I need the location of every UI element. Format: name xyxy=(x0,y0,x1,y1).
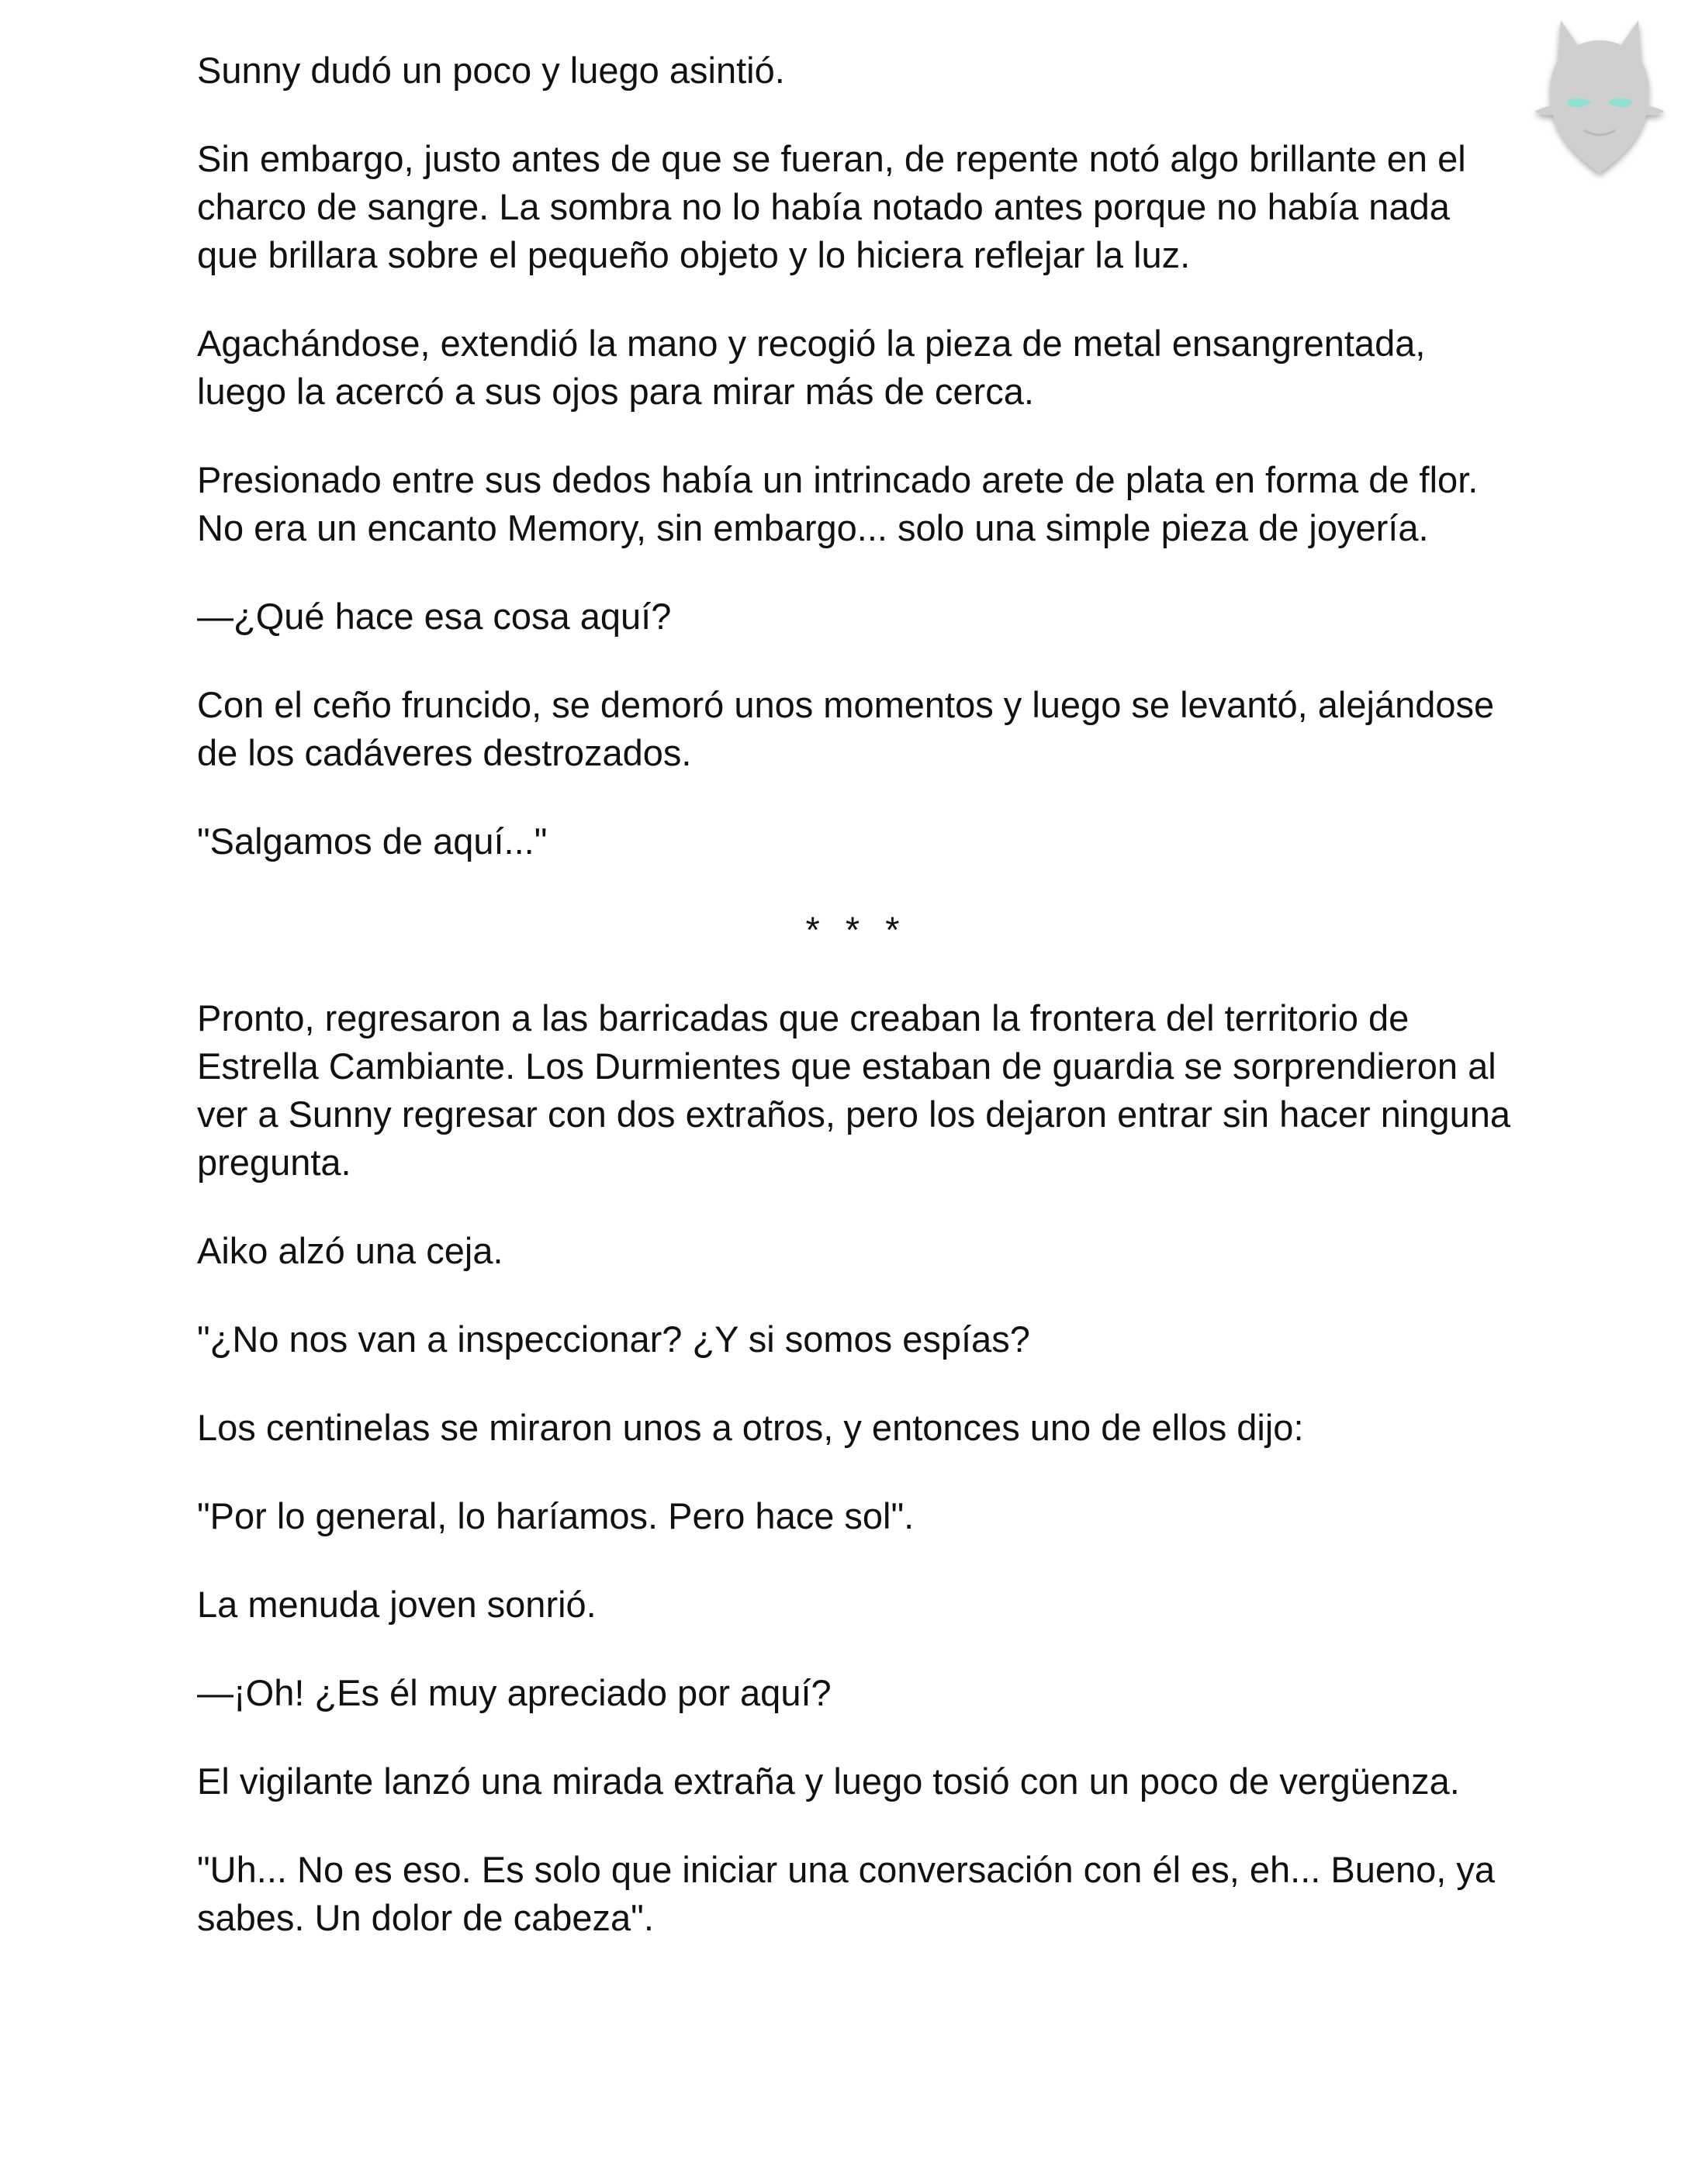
paragraph: Sunny dudó un poco y luego asintió. xyxy=(197,50,785,91)
paragraph: Los centinelas se miraron unos a otros, y entonces uno de ellos dijo: xyxy=(197,1407,1304,1448)
paragraph: La menuda joven sonrió. xyxy=(197,1584,597,1625)
paragraph: Agachándose, extendió la mano y recogió la pieza de metal ensangrentada, luego la acercó a sus ojos para mirar más de cerca. xyxy=(197,323,1426,412)
paragraph: Presionado entre sus dedos había un intrincado arete de plata en forma de flor. No era un encanto Memory, sin embargo... solo una simple pieza de joyería. xyxy=(197,459,1479,548)
paragraph: "Salgamos de aquí..." xyxy=(197,821,548,862)
demon-head-logo-icon xyxy=(1530,14,1669,185)
paragraph: —¿Qué hace esa cosa aquí? xyxy=(197,596,672,637)
paragraph: "¿No nos van a inspeccionar? ¿Y si somos espías? xyxy=(197,1318,1030,1360)
scene-separator: * * * xyxy=(805,909,908,950)
paragraph: Pronto, regresaron a las barricadas que creaban la frontera del territorio de Estrella Cambiante. Los Durmientes que estaban de guardia se sorprendieron al ver a Sunny regresar con dos extraños, pero los dejaron entrar sin hacer ninguna pregunta. xyxy=(197,997,1510,1183)
paragraph: "Uh... No es eso. Es solo que iniciar una conversación con él es, eh... Bueno, ya sabes. Un dolor de cabeza". xyxy=(197,1849,1496,1938)
paragraph: "Por lo general, lo haríamos. Pero hace sol". xyxy=(197,1495,915,1536)
paragraph: Sin embargo, justo antes de que se fueran, de repente notó algo brillante en el charco de sangre. La sombra no lo había notado antes porque no había nada que brillara sobre el pequeño objeto y lo hiciera reflejar la luz. xyxy=(197,138,1466,275)
paragraph: —¡Oh! ¿Es él muy apreciado por aquí? xyxy=(197,1672,832,1713)
document-body xyxy=(197,47,1516,1982)
paragraph: El vigilante lanzó una mirada extraña y luego tosió con un poco de vergüenza. xyxy=(197,1761,1460,1802)
paragraph: Aiko alzó una ceja. xyxy=(197,1230,503,1271)
paragraph: Con el ceño fruncido, se demoró unos momentos y luego se levantó, alejándose de los cadáveres destrozados. xyxy=(197,684,1495,773)
